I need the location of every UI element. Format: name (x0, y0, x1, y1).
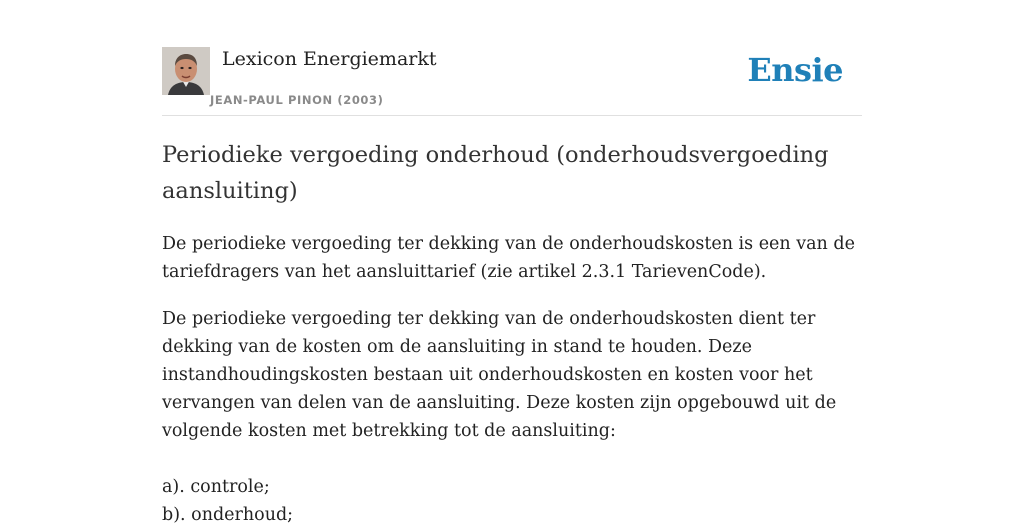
brand-logo[interactable]: Ensie (747, 51, 843, 89)
page-title: Periodieke vergoeding onderhoud (onderhoudsvergoeding aansluiting) (162, 142, 829, 204)
paragraph-1: De periodieke vergoeding ter dekking van de onderhoudskosten is een van de tariefdragers van het aansluittarief (zie artikel 2.3.1 TarievenCode). (162, 234, 855, 282)
author-name[interactable]: JEAN-PAUL PINON (2003) (210, 93, 384, 107)
list-item: a). controle; (162, 477, 270, 497)
lexicon-title[interactable]: Lexicon Energiemarkt (222, 48, 437, 70)
article (162, 137, 862, 529)
author-avatar[interactable] (162, 47, 210, 95)
paragraph-2: De periodieke vergoeding ter dekking van de onderhoudskosten dient ter dekking van de kosten om de aansluiting in stand te houden. Deze instandhoudingskosten bestaan uit onderhoudskosten en kosten voor het vervangen van delen van de aansluiting. Deze kosten zijn opgebouwd uit de volgende kosten met betrekking tot de aansluiting: (162, 309, 837, 441)
header (162, 47, 862, 116)
list-item: b). onderhoud; (162, 505, 294, 525)
cost-list (162, 473, 862, 529)
